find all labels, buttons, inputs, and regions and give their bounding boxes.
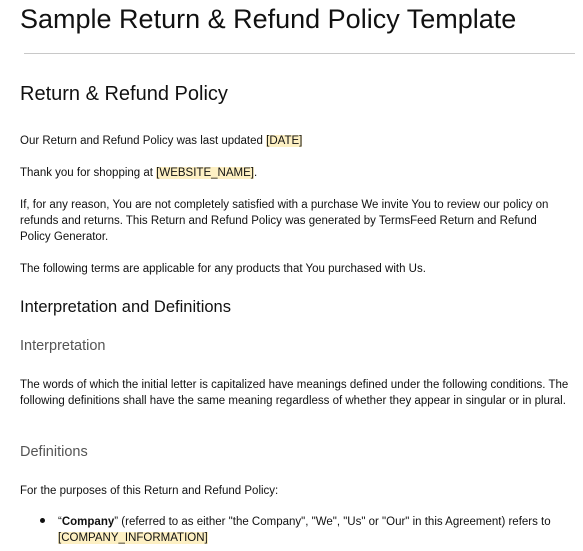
- unsatisfied-paragraph: If, for any reason, You are not completely satisfied with a purchase We invite You to review our policy on refunds and returns. This Return and Refund Policy was generated by TermsFeed Return and Refund Policy Generator.: [20, 199, 549, 243]
- last-updated-paragraph: [20, 133, 570, 149]
- bullet-marker: [40, 516, 48, 524]
- company-term: Company: [61, 516, 115, 528]
- thanks-suffix: .: [253, 167, 258, 179]
- website-name-placeholder: [WEBSITE_NAME]: [156, 167, 254, 179]
- last-updated-text: Our Return and Refund Policy was last updated: [20, 135, 267, 147]
- company-information-placeholder: [COMPANY_INFORMATION]: [58, 532, 208, 544]
- quote-open: “: [58, 516, 62, 528]
- interpretation-heading: Interpretation: [20, 338, 106, 354]
- document-title: Sample Return & Refund Policy Template: [20, 4, 517, 34]
- definitions-heading: Definitions: [20, 444, 88, 460]
- interpretation-paragraph: The words of which the initial letter is capitalized have meanings defined under the following conditions. The following definitions shall have the same meaning regardless of whether they appear in singular or in plural.: [20, 379, 569, 407]
- policy-heading: Return & Refund Policy: [20, 83, 228, 105]
- quote-close: ”: [114, 516, 119, 528]
- title-divider: [24, 53, 575, 54]
- company-definition-text: (referred to as either "the Company", "We", "Us" or "Our" in this Agreement) refers to: [118, 516, 551, 528]
- applicable-paragraph: The following terms are applicable for any products that You purchased with Us.: [20, 263, 426, 275]
- interpretation-definitions-heading: Interpretation and Definitions: [20, 298, 231, 316]
- thanks-paragraph: [20, 165, 570, 181]
- date-placeholder: [DATE]: [266, 135, 303, 147]
- list-item: [58, 514, 573, 546]
- thanks-text: Thank you for shopping at: [20, 167, 157, 179]
- definitions-intro: For the purposes of this Return and Refund Policy:: [20, 485, 279, 497]
